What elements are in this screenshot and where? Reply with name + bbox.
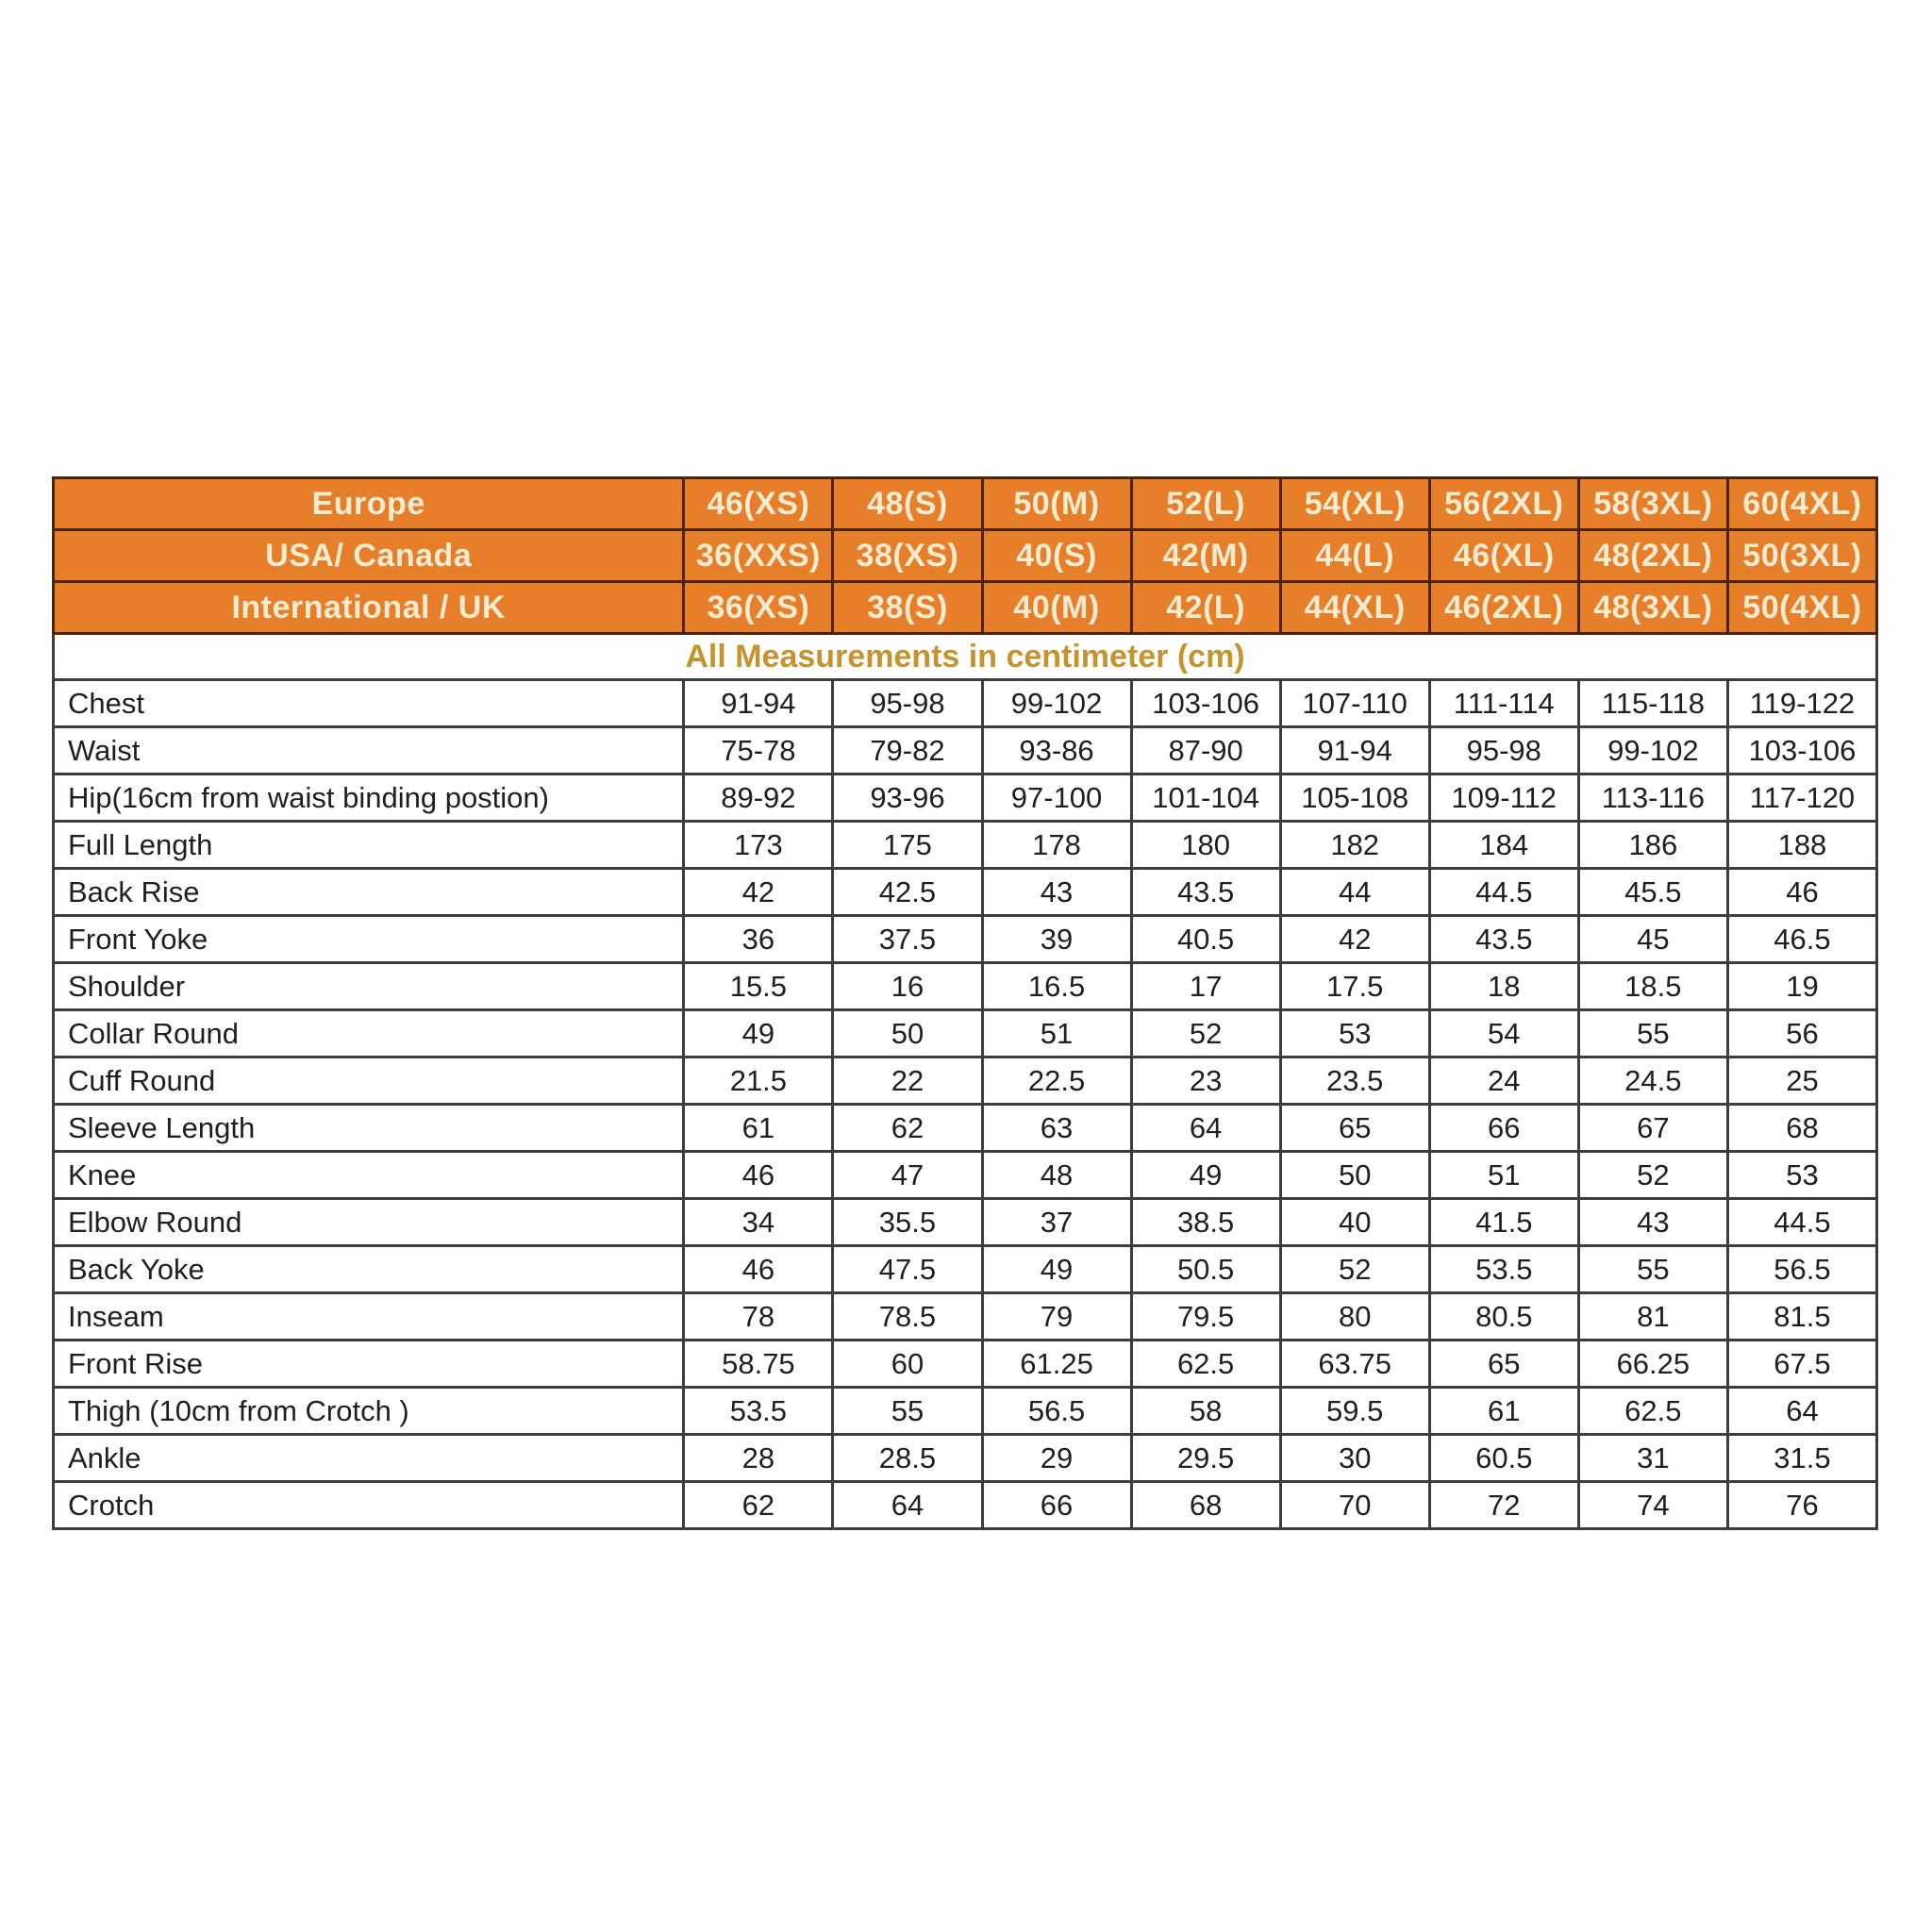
table-row bbox=[54, 727, 1877, 774]
measurement-label: Collar Round bbox=[54, 1010, 684, 1058]
measurement-value: 16.5 bbox=[982, 963, 1131, 1010]
measurement-value: 46 bbox=[684, 1152, 833, 1199]
measurement-value: 66 bbox=[982, 1482, 1131, 1529]
measurement-value: 62 bbox=[833, 1105, 982, 1152]
measurement-value: 41.5 bbox=[1429, 1199, 1578, 1246]
measurement-label: Knee bbox=[54, 1152, 684, 1199]
header-size-cell: 50(M) bbox=[982, 478, 1131, 530]
measurement-value: 42.5 bbox=[833, 869, 982, 916]
measurement-value: 95-98 bbox=[1429, 727, 1578, 774]
measurement-value: 97-100 bbox=[982, 774, 1131, 822]
measurement-value: 188 bbox=[1727, 822, 1876, 869]
measurement-value: 49 bbox=[1131, 1152, 1280, 1199]
measurement-value: 182 bbox=[1280, 822, 1429, 869]
measurement-value: 68 bbox=[1131, 1482, 1280, 1529]
measurement-value: 35.5 bbox=[833, 1199, 982, 1246]
table-row bbox=[54, 822, 1877, 869]
size-chart-table bbox=[52, 476, 1878, 1530]
measurement-value: 47 bbox=[833, 1152, 982, 1199]
header-size-cell: 40(M) bbox=[982, 582, 1131, 634]
table-row bbox=[54, 1152, 1877, 1199]
header-size-cell: 38(S) bbox=[833, 582, 982, 634]
measurement-value: 45 bbox=[1578, 916, 1727, 963]
measurement-value: 62 bbox=[684, 1482, 833, 1529]
measurement-value: 64 bbox=[1727, 1388, 1876, 1435]
measurement-value: 55 bbox=[1578, 1010, 1727, 1058]
header-size-cell: 56(2XL) bbox=[1429, 478, 1578, 530]
measurement-value: 115-118 bbox=[1578, 680, 1727, 727]
measurement-value: 29.5 bbox=[1131, 1435, 1280, 1482]
header-size-cell: 48(3XL) bbox=[1578, 582, 1727, 634]
measurement-value: 80.5 bbox=[1429, 1293, 1578, 1341]
measurement-value: 56.5 bbox=[982, 1388, 1131, 1435]
header-size-cell: 38(XS) bbox=[833, 530, 982, 582]
measurement-value: 70 bbox=[1280, 1482, 1429, 1529]
measurement-value: 79-82 bbox=[833, 727, 982, 774]
measurement-value: 105-108 bbox=[1280, 774, 1429, 822]
measurement-value: 109-112 bbox=[1429, 774, 1578, 822]
header-size-cell: 48(S) bbox=[833, 478, 982, 530]
measurement-value: 29 bbox=[982, 1435, 1131, 1482]
measurement-value: 103-106 bbox=[1131, 680, 1280, 727]
measurement-value: 63.75 bbox=[1280, 1341, 1429, 1388]
measurement-value: 24 bbox=[1429, 1058, 1578, 1105]
measurement-value: 60.5 bbox=[1429, 1435, 1578, 1482]
measurement-value: 61.25 bbox=[982, 1341, 1131, 1388]
header-region-label: Europe bbox=[54, 478, 684, 530]
measurement-value: 66 bbox=[1429, 1105, 1578, 1152]
measurement-value: 66.25 bbox=[1578, 1341, 1727, 1388]
measurement-value: 117-120 bbox=[1727, 774, 1876, 822]
measurement-value: 42 bbox=[684, 869, 833, 916]
measurement-value: 60 bbox=[833, 1341, 982, 1388]
measurement-value: 22.5 bbox=[982, 1058, 1131, 1105]
header-size-cell: 52(L) bbox=[1131, 478, 1280, 530]
measurement-value: 49 bbox=[684, 1010, 833, 1058]
measurement-value: 42 bbox=[1280, 916, 1429, 963]
measurement-value: 91-94 bbox=[684, 680, 833, 727]
measurement-value: 175 bbox=[833, 822, 982, 869]
measurement-value: 61 bbox=[1429, 1388, 1578, 1435]
measurement-value: 68 bbox=[1727, 1105, 1876, 1152]
header-size-cell: 40(S) bbox=[982, 530, 1131, 582]
header-size-cell: 36(XXS) bbox=[684, 530, 833, 582]
header-size-cell: 50(3XL) bbox=[1727, 530, 1876, 582]
table-row bbox=[54, 1058, 1877, 1105]
measurement-value: 79.5 bbox=[1131, 1293, 1280, 1341]
measurement-label: Ankle bbox=[54, 1435, 684, 1482]
table-row bbox=[54, 1010, 1877, 1058]
measurement-label: Waist bbox=[54, 727, 684, 774]
measurement-label: Hip(16cm from waist binding postion) bbox=[54, 774, 684, 822]
measurement-value: 62.5 bbox=[1578, 1388, 1727, 1435]
measurement-value: 53 bbox=[1280, 1010, 1429, 1058]
measurement-value: 48 bbox=[982, 1152, 1131, 1199]
measurement-value: 55 bbox=[833, 1388, 982, 1435]
measurement-value: 51 bbox=[982, 1010, 1131, 1058]
header-size-cell: 42(L) bbox=[1131, 582, 1280, 634]
measurement-label: Full Length bbox=[54, 822, 684, 869]
measurement-label: Back Yoke bbox=[54, 1246, 684, 1293]
measurement-value: 46 bbox=[684, 1246, 833, 1293]
measurement-value: 54 bbox=[1429, 1010, 1578, 1058]
header-row bbox=[54, 530, 1877, 582]
measurement-value: 59.5 bbox=[1280, 1388, 1429, 1435]
size-system-header bbox=[54, 478, 1877, 634]
measurement-value: 93-86 bbox=[982, 727, 1131, 774]
measurement-value: 30 bbox=[1280, 1435, 1429, 1482]
measurement-label: Sleeve Length bbox=[54, 1105, 684, 1152]
measurement-value: 36 bbox=[684, 916, 833, 963]
note-section bbox=[54, 634, 1877, 680]
measurement-value: 63 bbox=[982, 1105, 1131, 1152]
measurement-value: 39 bbox=[982, 916, 1131, 963]
header-size-cell: 44(XL) bbox=[1280, 582, 1429, 634]
table-row bbox=[54, 916, 1877, 963]
measurement-label: Front Yoke bbox=[54, 916, 684, 963]
measurement-value: 78 bbox=[684, 1293, 833, 1341]
measurement-value: 16 bbox=[833, 963, 982, 1010]
note-row bbox=[54, 634, 1877, 680]
measurement-value: 103-106 bbox=[1727, 727, 1876, 774]
table-row bbox=[54, 1246, 1877, 1293]
measurement-value: 22 bbox=[833, 1058, 982, 1105]
measurement-value: 81 bbox=[1578, 1293, 1727, 1341]
header-size-cell: 46(XS) bbox=[684, 478, 833, 530]
header-region-label: International / UK bbox=[54, 582, 684, 634]
measurement-value: 37 bbox=[982, 1199, 1131, 1246]
measurement-value: 40 bbox=[1280, 1199, 1429, 1246]
measurement-value: 101-104 bbox=[1131, 774, 1280, 822]
measurement-value: 28 bbox=[684, 1435, 833, 1482]
measurement-label: Thigh (10cm from Crotch ) bbox=[54, 1388, 684, 1435]
measurement-value: 64 bbox=[1131, 1105, 1280, 1152]
measurement-value: 62.5 bbox=[1131, 1341, 1280, 1388]
header-size-cell: 50(4XL) bbox=[1727, 582, 1876, 634]
measurement-value: 38.5 bbox=[1131, 1199, 1280, 1246]
measurement-value: 89-92 bbox=[684, 774, 833, 822]
table-row bbox=[54, 1388, 1877, 1435]
measurement-value: 184 bbox=[1429, 822, 1578, 869]
measurement-value: 67 bbox=[1578, 1105, 1727, 1152]
header-size-cell: 54(XL) bbox=[1280, 478, 1429, 530]
measurement-value: 52 bbox=[1131, 1010, 1280, 1058]
measurement-value: 44.5 bbox=[1727, 1199, 1876, 1246]
measurement-value: 28.5 bbox=[833, 1435, 982, 1482]
measurement-value: 53.5 bbox=[684, 1388, 833, 1435]
header-region-label: USA/ Canada bbox=[54, 530, 684, 582]
measurement-value: 47.5 bbox=[833, 1246, 982, 1293]
header-size-cell: 46(2XL) bbox=[1429, 582, 1578, 634]
measurement-value: 91-94 bbox=[1280, 727, 1429, 774]
measurement-value: 18.5 bbox=[1578, 963, 1727, 1010]
header-row bbox=[54, 478, 1877, 530]
header-size-cell: 58(3XL) bbox=[1578, 478, 1727, 530]
measurement-value: 23 bbox=[1131, 1058, 1280, 1105]
table-row bbox=[54, 869, 1877, 916]
measurement-value: 99-102 bbox=[982, 680, 1131, 727]
measurement-label: Shoulder bbox=[54, 963, 684, 1010]
measurement-value: 76 bbox=[1727, 1482, 1876, 1529]
measurement-value: 43 bbox=[1578, 1199, 1727, 1246]
measurement-value: 119-122 bbox=[1727, 680, 1876, 727]
measurement-value: 40.5 bbox=[1131, 916, 1280, 963]
measurement-value: 53.5 bbox=[1429, 1246, 1578, 1293]
table-row bbox=[54, 774, 1877, 822]
header-row bbox=[54, 582, 1877, 634]
measurement-value: 58.75 bbox=[684, 1341, 833, 1388]
measurement-value: 93-96 bbox=[833, 774, 982, 822]
measurement-value: 64 bbox=[833, 1482, 982, 1529]
measurement-value: 95-98 bbox=[833, 680, 982, 727]
measurement-value: 53 bbox=[1727, 1152, 1876, 1199]
measurement-value: 44.5 bbox=[1429, 869, 1578, 916]
measurement-value: 50 bbox=[833, 1010, 982, 1058]
measurement-value: 113-116 bbox=[1578, 774, 1727, 822]
measurement-value: 19 bbox=[1727, 963, 1876, 1010]
measurement-value: 18 bbox=[1429, 963, 1578, 1010]
measurement-value: 15.5 bbox=[684, 963, 833, 1010]
measurement-value: 46.5 bbox=[1727, 916, 1876, 963]
measurement-value: 180 bbox=[1131, 822, 1280, 869]
measurement-value: 74 bbox=[1578, 1482, 1727, 1529]
header-size-cell: 48(2XL) bbox=[1578, 530, 1727, 582]
table-row bbox=[54, 1435, 1877, 1482]
table-row bbox=[54, 1293, 1877, 1341]
measurement-value: 81.5 bbox=[1727, 1293, 1876, 1341]
measurement-rows bbox=[54, 680, 1877, 1529]
measurement-value: 23.5 bbox=[1280, 1058, 1429, 1105]
header-size-cell: 46(XL) bbox=[1429, 530, 1578, 582]
measurement-value: 45.5 bbox=[1578, 869, 1727, 916]
header-size-cell: 60(4XL) bbox=[1727, 478, 1876, 530]
measurement-value: 52 bbox=[1578, 1152, 1727, 1199]
measurement-unit-note: All Measurements in centimeter (cm) bbox=[54, 634, 1877, 680]
measurement-value: 51 bbox=[1429, 1152, 1578, 1199]
measurement-value: 79 bbox=[982, 1293, 1131, 1341]
measurement-value: 78.5 bbox=[833, 1293, 982, 1341]
measurement-value: 173 bbox=[684, 822, 833, 869]
measurement-value: 52 bbox=[1280, 1246, 1429, 1293]
header-size-cell: 44(L) bbox=[1280, 530, 1429, 582]
measurement-value: 17 bbox=[1131, 963, 1280, 1010]
measurement-value: 56 bbox=[1727, 1010, 1876, 1058]
measurement-value: 72 bbox=[1429, 1482, 1578, 1529]
measurement-value: 75-78 bbox=[684, 727, 833, 774]
measurement-value: 65 bbox=[1280, 1105, 1429, 1152]
measurement-value: 24.5 bbox=[1578, 1058, 1727, 1105]
table-row bbox=[54, 1105, 1877, 1152]
measurement-value: 61 bbox=[684, 1105, 833, 1152]
measurement-value: 50 bbox=[1280, 1152, 1429, 1199]
measurement-value: 43 bbox=[982, 869, 1131, 916]
measurement-value: 21.5 bbox=[684, 1058, 833, 1105]
header-size-cell: 36(XS) bbox=[684, 582, 833, 634]
measurement-value: 65 bbox=[1429, 1341, 1578, 1388]
measurement-label: Cuff Round bbox=[54, 1058, 684, 1105]
measurement-value: 34 bbox=[684, 1199, 833, 1246]
measurement-value: 80 bbox=[1280, 1293, 1429, 1341]
measurement-value: 107-110 bbox=[1280, 680, 1429, 727]
measurement-label: Crotch bbox=[54, 1482, 684, 1529]
measurement-value: 55 bbox=[1578, 1246, 1727, 1293]
measurement-value: 43.5 bbox=[1131, 869, 1280, 916]
measurement-value: 17.5 bbox=[1280, 963, 1429, 1010]
measurement-value: 67.5 bbox=[1727, 1341, 1876, 1388]
table-row bbox=[54, 963, 1877, 1010]
measurement-value: 46 bbox=[1727, 869, 1876, 916]
table-row bbox=[54, 680, 1877, 727]
measurement-label: Inseam bbox=[54, 1293, 684, 1341]
measurement-value: 56.5 bbox=[1727, 1246, 1876, 1293]
header-size-cell: 42(M) bbox=[1131, 530, 1280, 582]
table-row bbox=[54, 1341, 1877, 1388]
measurement-value: 49 bbox=[982, 1246, 1131, 1293]
table-row bbox=[54, 1482, 1877, 1529]
measurement-value: 25 bbox=[1727, 1058, 1876, 1105]
measurement-label: Front Rise bbox=[54, 1341, 684, 1388]
measurement-value: 43.5 bbox=[1429, 916, 1578, 963]
measurement-value: 186 bbox=[1578, 822, 1727, 869]
table-row bbox=[54, 1199, 1877, 1246]
measurement-value: 58 bbox=[1131, 1388, 1280, 1435]
measurement-value: 31.5 bbox=[1727, 1435, 1876, 1482]
measurement-value: 87-90 bbox=[1131, 727, 1280, 774]
measurement-label: Back Rise bbox=[54, 869, 684, 916]
measurement-value: 178 bbox=[982, 822, 1131, 869]
measurement-value: 31 bbox=[1578, 1435, 1727, 1482]
measurement-value: 44 bbox=[1280, 869, 1429, 916]
measurement-value: 37.5 bbox=[833, 916, 982, 963]
measurement-label: Elbow Round bbox=[54, 1199, 684, 1246]
measurement-label: Chest bbox=[54, 680, 684, 727]
measurement-value: 111-114 bbox=[1429, 680, 1578, 727]
measurement-value: 99-102 bbox=[1578, 727, 1727, 774]
measurement-value: 50.5 bbox=[1131, 1246, 1280, 1293]
